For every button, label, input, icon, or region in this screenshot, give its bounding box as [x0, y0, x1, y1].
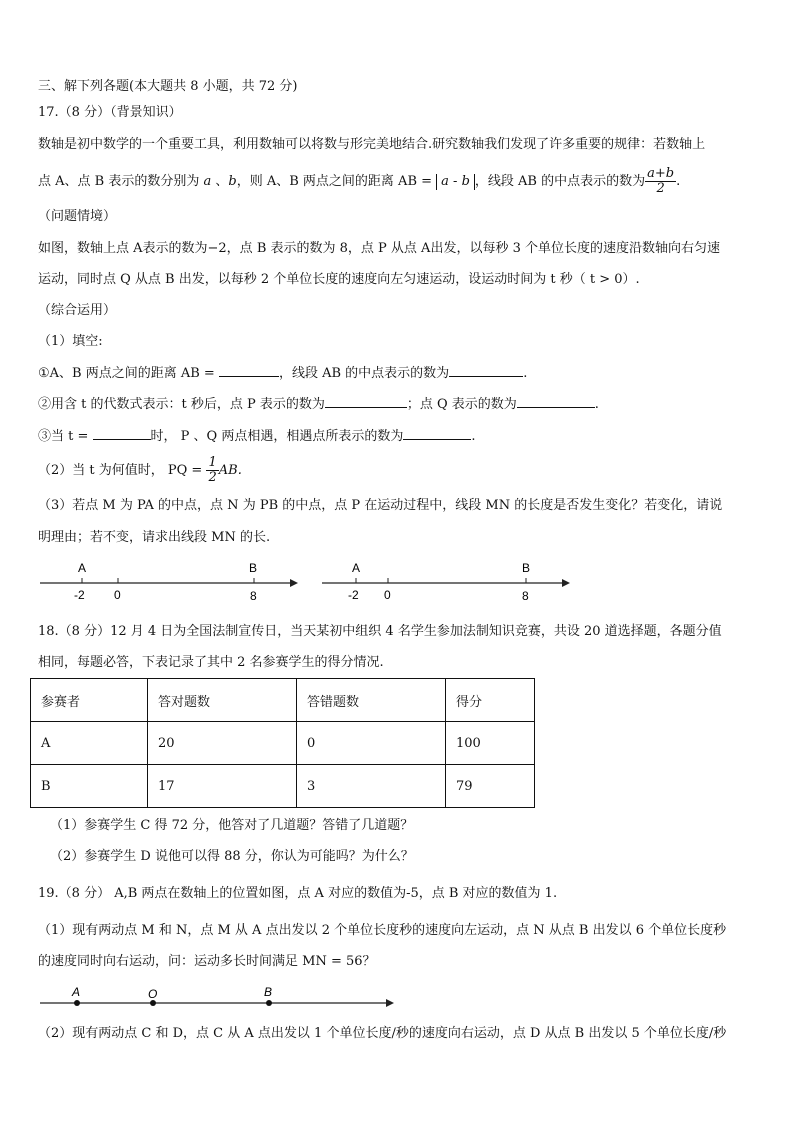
- q17-background-line1: 数轴是初中数学的一个重要工具，利用数轴可以将数与形完美地结合.研究数轴我们发现了许多重要的规律：若数轴上: [38, 137, 706, 152]
- var-a: a: [203, 174, 212, 189]
- fraction-denominator: 2: [656, 181, 665, 196]
- q19-number-line: [38, 984, 398, 1014]
- text: 时， P 、Q 两点相遇，相遇点所表示的数为: [150, 429, 404, 444]
- text: .: [523, 366, 528, 381]
- table-cell: 0: [297, 722, 446, 765]
- table-cell: 17: [148, 765, 297, 808]
- half-fraction: [206, 456, 218, 485]
- answer-blank[interactable]: [449, 364, 523, 377]
- point-a-label: A: [72, 985, 81, 999]
- q17-problem-line2: 运动，同时点 Q 从点 B 出发，以每秒 2 个单位长度的速度向左匀速运动，设运动时间为 t 秒（ t > 0）.: [38, 272, 640, 287]
- answer-blank[interactable]: [93, 427, 151, 440]
- absolute-value: a - b: [436, 174, 475, 190]
- q19-part2-line1: （2）现有两动点 C 和 D，点 C 从 A 点出发以 1 个单位长度/秒的速度向右运动，点 D 从点 B 出发以 5 个单位长度/秒: [38, 1026, 727, 1041]
- q17-subquestion-1: [38, 364, 527, 383]
- fraction-numerator: 1: [208, 455, 217, 470]
- text: ③当 t =: [38, 429, 93, 444]
- point-o-label: O: [148, 987, 158, 1001]
- table-cell: 20: [148, 722, 297, 765]
- table-header-row: [31, 679, 535, 722]
- q17-part3-line2: 明理由；若不变，请求出线段 MN 的长.: [38, 530, 271, 545]
- answer-blank[interactable]: [403, 427, 471, 440]
- q17-part3-line1: （3）若点 M 为 PA 的中点，点 N 为 PB 的中点，点 P 在运动过程中，线段 MN 的长度是否发生变化？若变化，请说: [38, 498, 723, 513]
- text: .: [471, 429, 476, 444]
- table-header-cell: 答对题数: [148, 679, 297, 722]
- q17-problem-label: （问题情境）: [38, 209, 117, 224]
- q19-line1: 19.（8 分） A,B 两点在数轴上的位置如图，点 A 对应的数值为-5，点 B 对应的数值为 1.: [38, 886, 558, 901]
- answer-blank[interactable]: [517, 395, 595, 408]
- point-a-dot: [74, 1000, 80, 1006]
- table-cell: 100: [446, 722, 535, 765]
- table-cell: 3: [297, 765, 446, 808]
- midpoint-fraction: [645, 167, 676, 196]
- table-row: [31, 722, 535, 765]
- q17-fill-label: （1）填空:: [38, 334, 103, 349]
- table-row: [31, 765, 535, 808]
- table-cell: 79: [446, 765, 535, 808]
- text: .: [676, 174, 681, 189]
- q18-sub1: （1）参赛学生 C 得 72 分，他答对了几道题？答错了几道题？: [50, 818, 414, 833]
- text: .: [594, 397, 599, 412]
- score-table: [30, 678, 535, 808]
- q18-line2: 相同，每题必答，下表记录了其中 2 名参赛学生的得分情况.: [38, 655, 384, 670]
- q17-subquestion-2: [38, 395, 599, 414]
- q17-subquestion-3: [38, 427, 475, 446]
- number-line-right: [322, 561, 570, 603]
- tick-label-0: 0: [384, 588, 391, 602]
- fraction-numerator: a+b: [647, 166, 675, 181]
- text: ；点 Q 表示的数为: [406, 397, 517, 412]
- point-b-label: B: [249, 561, 258, 575]
- table-header-cell: 参赛者: [31, 679, 148, 722]
- q17-number-line-figures: [38, 558, 578, 608]
- number-line-left: [40, 561, 298, 603]
- q18-sub2: （2）参赛学生 D 说他可以得 88 分，你认为可能吗？为什么？: [50, 849, 414, 864]
- tick-label-8: 8: [250, 589, 257, 603]
- q17-heading: 17.（8 分）（背景知识）: [38, 105, 182, 120]
- table-header-cell: 得分: [446, 679, 535, 722]
- text: ，则 A、B 两点之间的距离 AB =: [236, 174, 437, 189]
- answer-blank[interactable]: [325, 395, 407, 408]
- text: AB.: [218, 463, 242, 478]
- point-a-label: A: [352, 561, 361, 575]
- table-cell: B: [31, 765, 148, 808]
- tick-label-minus2: -2: [348, 588, 359, 602]
- text: ②用含 t 的代数式表示：t 秒后，点 P 表示的数为: [38, 397, 325, 412]
- section-header: 三、解下列各题(本大题共 8 小题，共 72 分): [38, 79, 298, 94]
- var-b: b: [228, 174, 237, 189]
- table-cell: A: [31, 722, 148, 765]
- q17-part2: [38, 456, 242, 486]
- point-b-label: B: [522, 561, 531, 575]
- text: 点 A、点 B 表示的数分别为: [38, 174, 204, 189]
- text: ，线段 AB 的中点表示的数为: [278, 366, 450, 381]
- point-b-dot: [266, 1000, 272, 1006]
- q17-background-line2: [38, 167, 680, 196]
- text: （2）当 t 为何值时， PQ =: [38, 463, 207, 478]
- q19-part1-line2: 的速度同时向右运动，问：运动多长时间满足 MN = 56？: [38, 954, 376, 969]
- tick-label-minus2: -2: [74, 588, 85, 602]
- q17-problem-line1: 如图，数轴上点 A表示的数为−2，点 B 表示的数为 8，点 P 从点 A出发，以每秒 3 个单位长度的速度沿数轴向右匀速: [38, 241, 720, 256]
- q17-apply-label: （综合运用）: [38, 303, 117, 318]
- table-header-cell: 答错题数: [297, 679, 446, 722]
- q19-part1-line1: （1）现有两动点 M 和 N，点 M 从 A 点出发以 2 个单位长度秒的速度向左运动，点 N 从点 B 出发以 6 个单位长度秒: [38, 923, 727, 938]
- text: 、: [211, 174, 229, 189]
- tick-label-8: 8: [522, 589, 529, 603]
- q18-line1: 18.（8 分）12 月 4 日为全国法制宣传日，当天某初中组织 4 名学生参加法制知识竞赛，共设 20 道选择题，各题分值: [38, 624, 722, 639]
- text: ①A、B 两点之间的距离 AB =: [38, 366, 219, 381]
- answer-blank[interactable]: [219, 364, 279, 377]
- point-a-label: A: [78, 561, 87, 575]
- text: ，线段 AB 的中点表示的数为: [474, 174, 646, 189]
- point-b-label: B: [264, 985, 273, 999]
- tick-label-0: 0: [114, 588, 121, 602]
- fraction-denominator: 2: [208, 470, 217, 485]
